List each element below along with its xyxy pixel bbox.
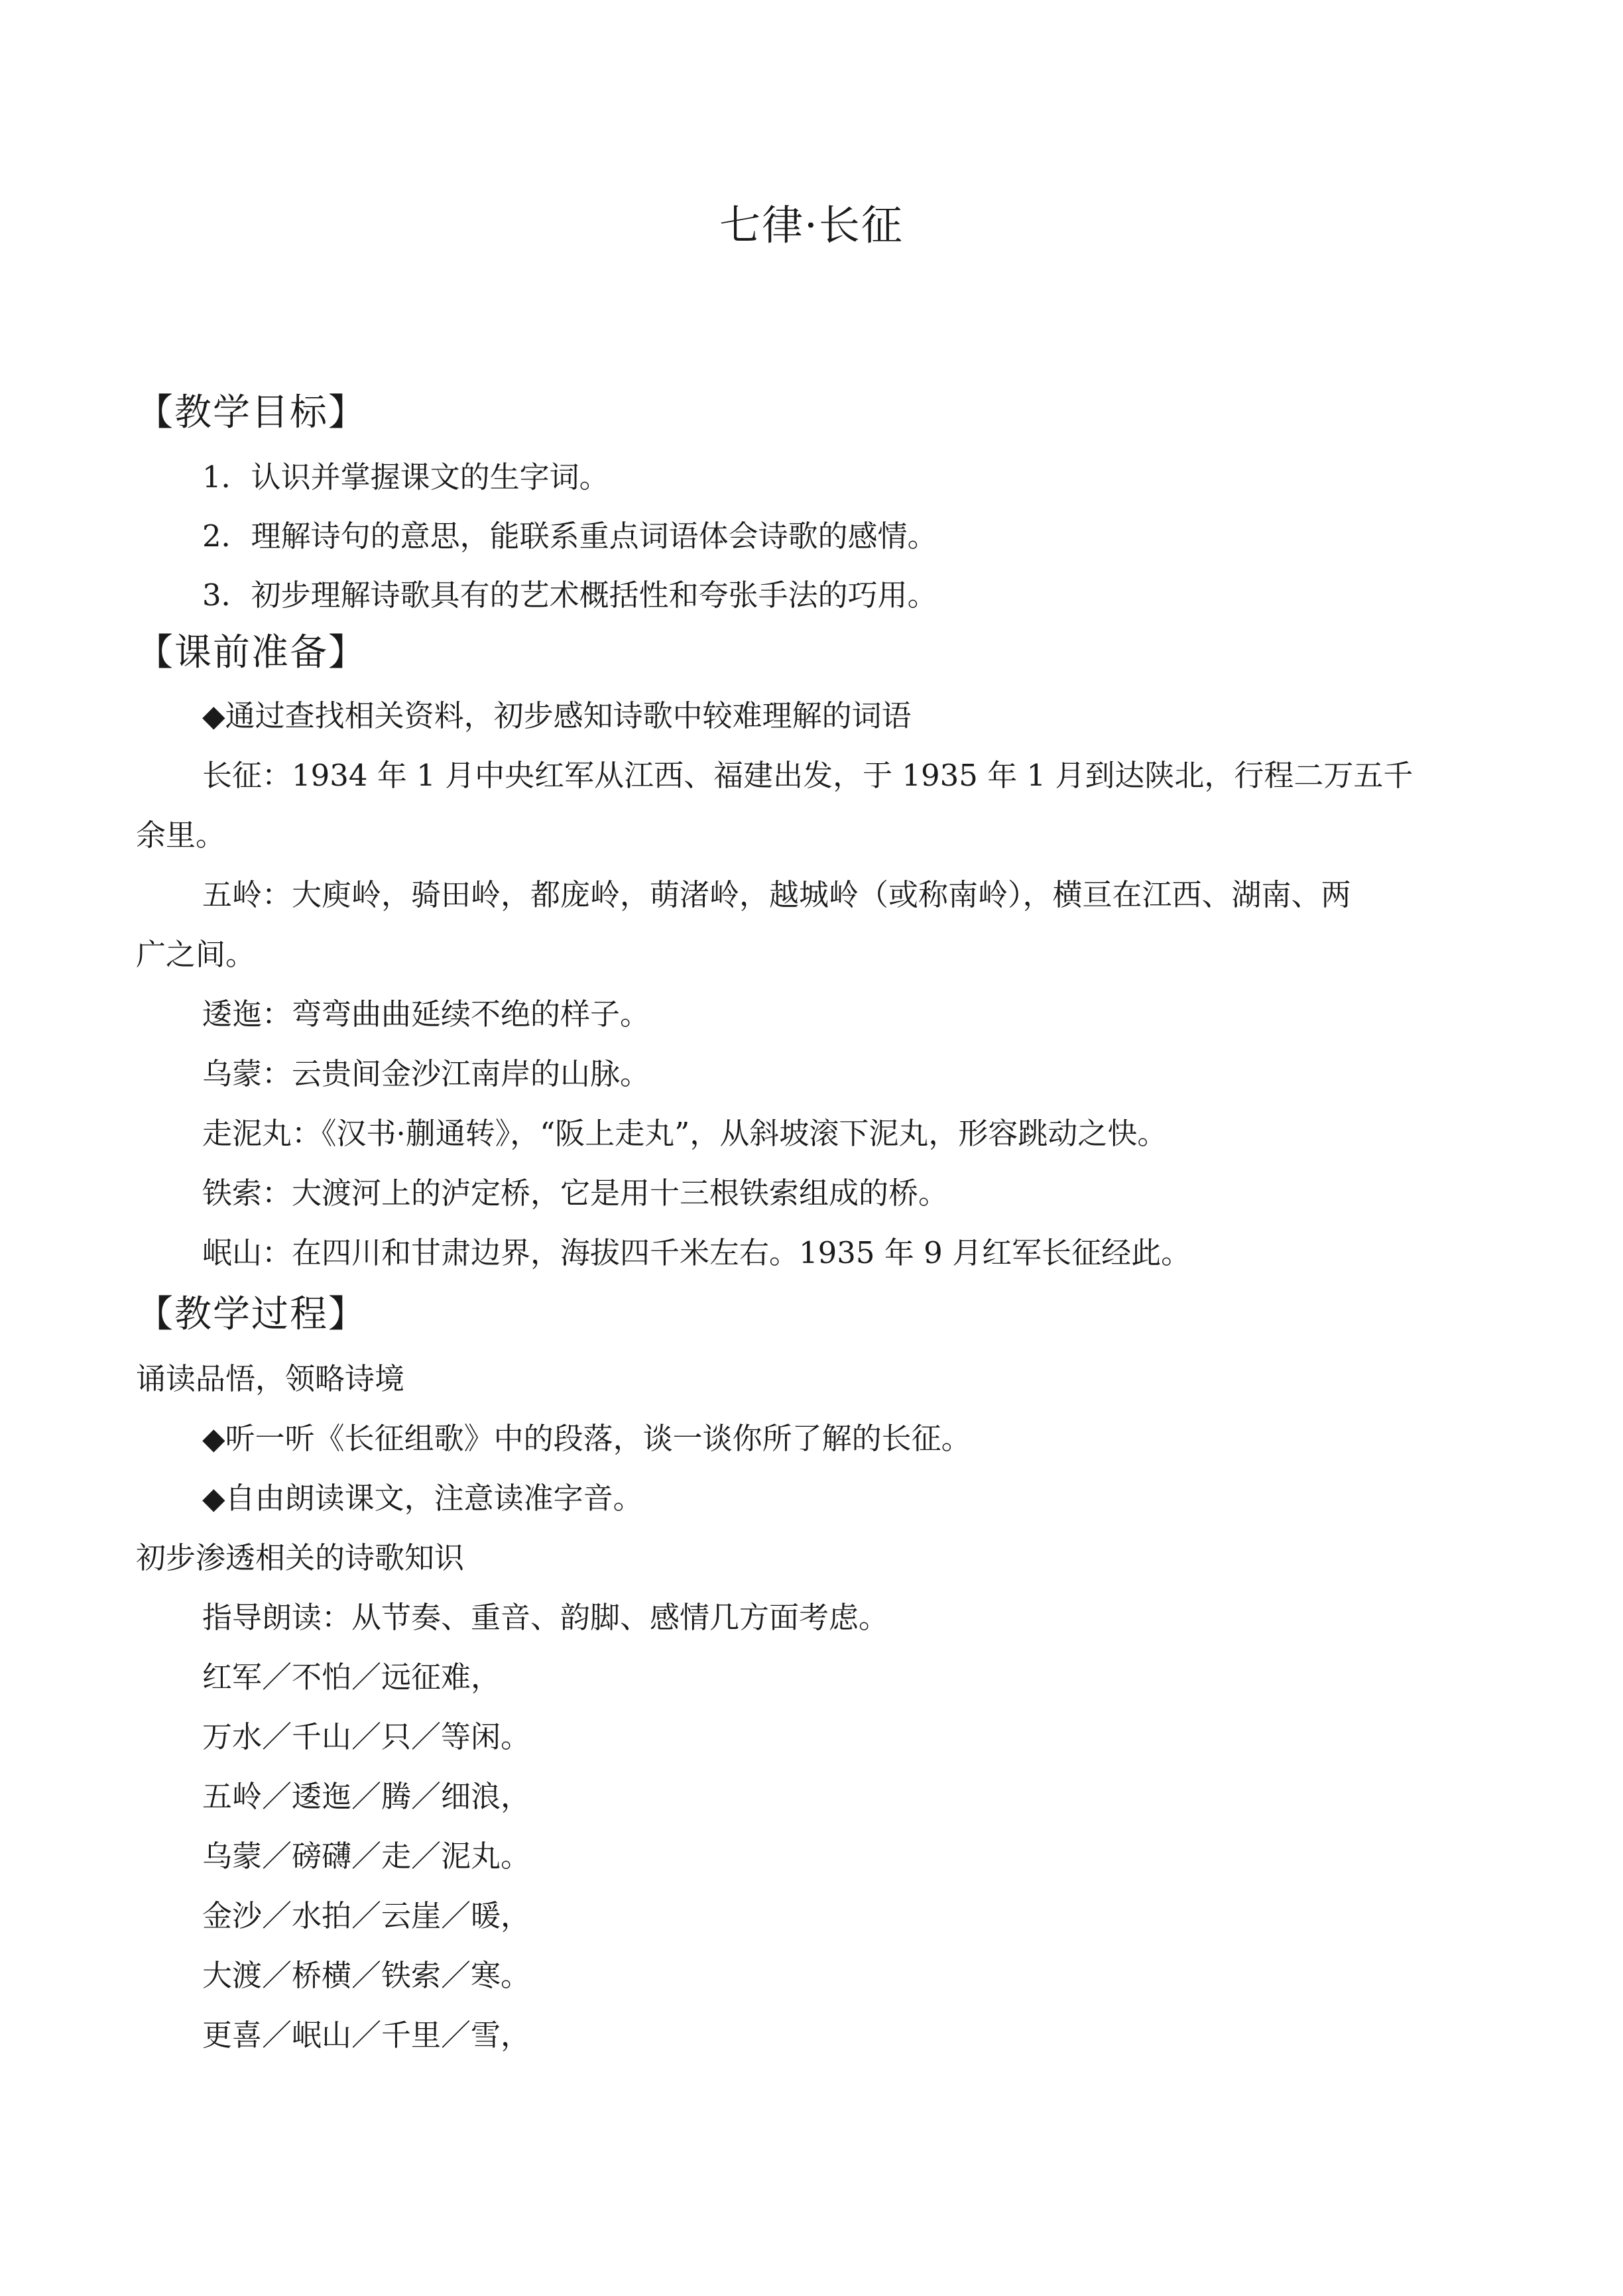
objective-item: 1．认识并掌握课文的生字词。 [202,459,609,495]
process-item: ◆自由朗读课文，注意读准字音。 [202,1480,643,1516]
reading-guide: 指导朗读：从节奏、重音、韵脚、感情几方面考虑。 [202,1600,889,1635]
objective-item: 2．理解诗句的意思，能联系重点词语体会诗歌的感情。 [202,518,937,554]
poem-line: 大渡／桥横／铁索／寒。 [202,1958,531,1993]
poem-line: 乌蒙／磅礴／走／泥丸。 [202,1839,531,1874]
poem-line: 更喜／岷山／千里／雪， [202,2018,531,2053]
process-section-title: 诵读品悟，领略诗境 [136,1361,405,1396]
term-item: 岷山：在四川和甘肃边界，海拔四千米左右。1935 年 9 月红军长征经此。 [202,1235,1191,1270]
process-section-title: 初步渗透相关的诗歌知识 [136,1540,465,1575]
term-changzheng-line2: 余里。 [136,817,226,853]
term-changzheng-line1: 长征：1934 年 1 月中央红军从江西、福建出发，于 1935 年 1 月到达陕北，行程二万五千 [202,758,1413,793]
preparation-intro: ◆通过查找相关资料，初步感知诗歌中较难理解的词语 [202,698,912,733]
preparation-heading: 【课前准备】 [136,631,367,674]
objectives-heading: 【教学目标】 [136,391,367,434]
poem-line: 万水／千山／只／等闲。 [202,1719,531,1754]
process-heading: 【教学过程】 [136,1293,367,1336]
term-wuling-line2: 广之间。 [136,937,256,972]
term-item: 走泥丸：《汉书·蒯通转》，“阪上走丸”，从斜坡滚下泥丸，形容跳动之快。 [202,1116,1168,1151]
term-wuling-line1: 五岭：大庾岭，骑田岭，都庞岭，萌渚岭，越城岭（或称南岭），横亘在江西、湖南、两 [202,877,1351,912]
poem-line: 红军／不怕／远征难， [202,1660,501,1695]
process-item: ◆听一听《长征组歌》中的段落，谈一谈你所了解的长征。 [202,1421,971,1456]
poem-line: 金沙／水拍／云崖／暖， [202,1898,531,1933]
term-item: 逶迤：弯弯曲曲延续不绝的样子。 [202,997,650,1032]
page-title: 七律·长征 [719,201,904,249]
term-item: 乌蒙：云贵间金沙江南岸的山脉。 [202,1056,650,1091]
term-item: 铁索：大渡河上的泸定桥，它是用十三根铁索组成的桥。 [202,1176,949,1211]
poem-line: 五岭／逶迤／腾／细浪， [202,1779,531,1814]
objective-item: 3．初步理解诗歌具有的艺术概括性和夸张手法的巧用。 [202,577,937,613]
